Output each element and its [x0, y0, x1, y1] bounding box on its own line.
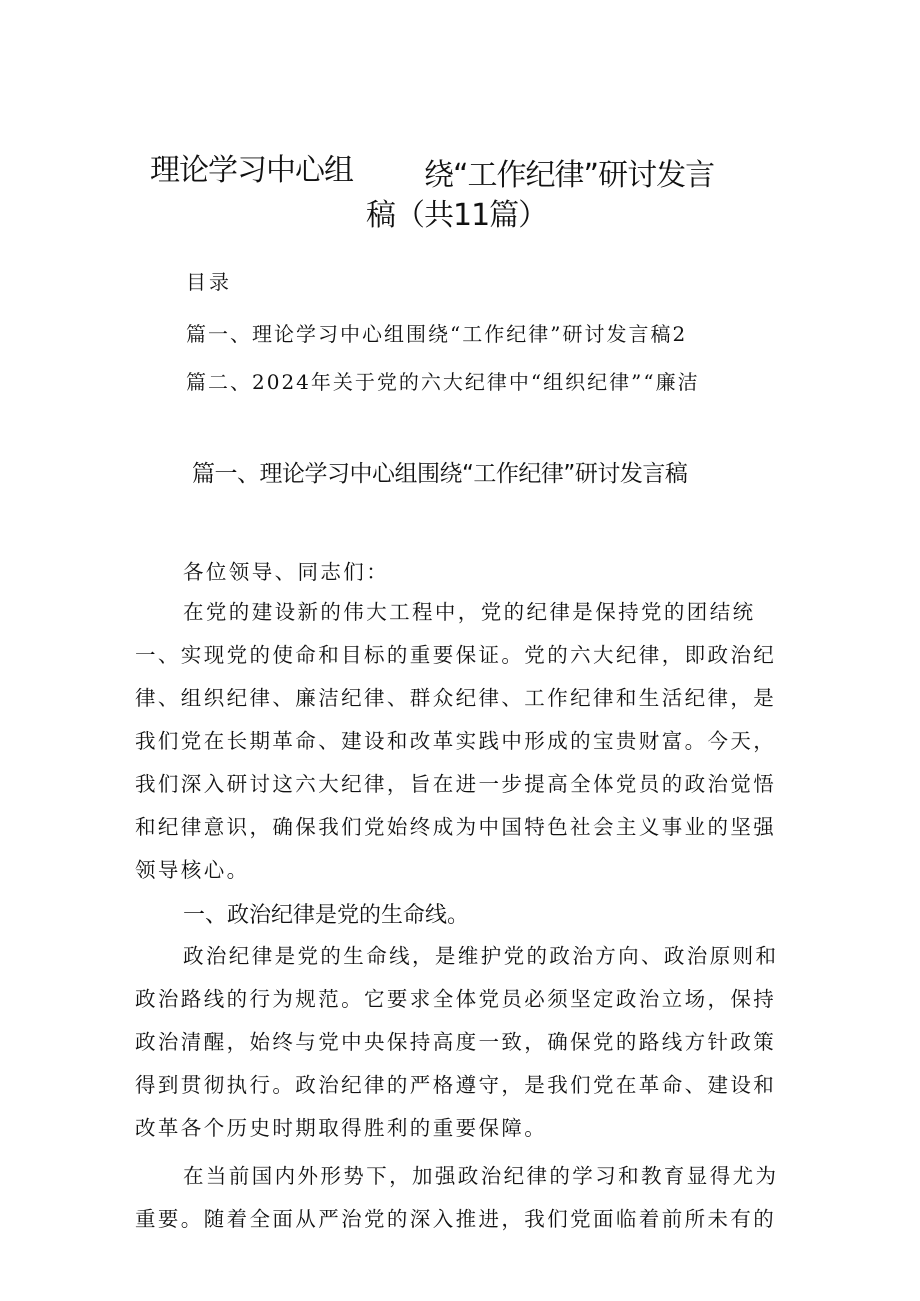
document-title-part2: 绕“工作纪律”研讨发言 [424, 158, 715, 193]
document-title-line2: 稿（共11篇） [366, 198, 548, 233]
body-paragraph-3 [135, 1155, 785, 1241]
body-paragraph-1 [135, 591, 785, 892]
subheading-political-discipline: 一、政治纪律是党的生命线。 [183, 903, 470, 928]
document-title-part1: 理论学习中心组 [150, 153, 353, 188]
section-title: 篇一、理论学习中心组围绕“工作纪律”研讨发言稿 [192, 461, 688, 487]
paragraph-text: 在当前国内外形势下，加强政治纪律的学习和教育显得尤为重要。随着全面从严治党的深入推进，我们党面临着前所未有的 [135, 1164, 779, 1231]
toc-item[interactable]: 篇一、理论学习中心组围绕“工作纪律”研讨发言稿2 [186, 322, 688, 346]
toc-item[interactable]: 篇二、2024年关于党的六大纪律中“组织纪律”“廉洁 [186, 370, 700, 394]
paragraph-text: 政治纪律是党的生命线，是维护党的政治方向、政治原则和政治路线的行为规范。它要求全体党员必须坚定政治立场，保持政治清醒，始终与党中央保持高度一致，确保党的路线方针政策得到贯彻执行。政治纪律的严格遵守，是我们党在革命、建设和改革各个历史时期取得胜利的重要保障。 [135, 944, 779, 1140]
salutation: 各位领导、同志们： [183, 560, 390, 584]
paragraph-text: 在党的建设新的伟大工程中，党的纪律是保持党的团结统一、实现党的使命和目标的重要保证。党的六大纪律，即政治纪律、组织纪律、廉洁纪律、群众纪律、工作纪律和生活纪律，是我们党在长期革命、建设和改革实践中形成的宝贵财富。今天，我们深入研讨这六大纪律，旨在进一步提高全体党员的政治觉悟和纪律意识，确保我们党始终成为中国特色社会主义事业的坚强领导核心。 [135, 600, 777, 882]
toc-heading: 目录 [186, 270, 232, 294]
body-paragraph-2 [135, 935, 785, 1150]
